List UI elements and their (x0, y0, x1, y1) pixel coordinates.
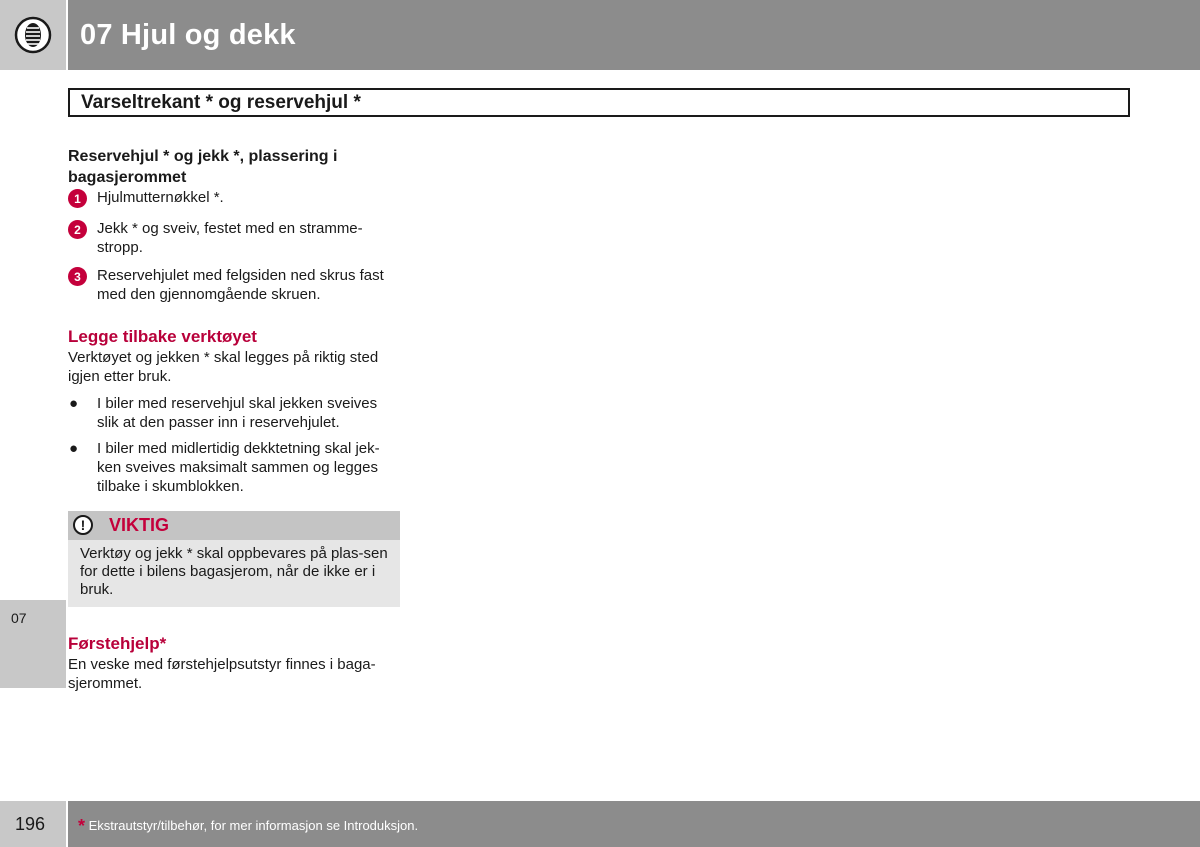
list-item (68, 439, 402, 496)
left-margin-column (0, 0, 66, 847)
bullet-icon: ● (69, 440, 79, 457)
bullet-text: I biler med midlertidig dekktetning skal jek-ken sveives maksimalt sammen og legges tilbake i skumblokken. (97, 440, 380, 495)
page-number: 196 (15, 814, 46, 834)
chapter-title: 07 Hjul og dekk (80, 19, 296, 51)
spare-wheel-heading: Reservehjul * og jekk *, plassering i bagasjerommet (68, 148, 338, 186)
number-badge: 2 (68, 220, 87, 239)
tools-intro: Verktøyet og jekken * skal legges på riktig sted igjen etter bruk. (68, 349, 379, 385)
tools-bullet-list (68, 394, 402, 496)
section-title: Varseltrekant * og reservehjul * (81, 92, 361, 113)
tools-heading: Legge tilbake verktøyet (68, 327, 257, 346)
list-item-text: Jekk * og sveiv, festet med en stramme-stropp. (97, 220, 363, 256)
first-aid-heading: Førstehjelp* (68, 634, 167, 653)
section-title-box (68, 88, 1130, 117)
list-item (68, 394, 402, 432)
asterisk-marker: * (78, 816, 86, 836)
list-item (68, 188, 402, 207)
number-badge: 1 (68, 189, 87, 208)
chapter-icon-box (0, 0, 66, 70)
footnote (78, 816, 418, 837)
first-aid-text: En veske med førstehjelpsutstyr finnes i baga-sjerommet. (68, 656, 376, 692)
warning-box (68, 511, 400, 607)
list-item (68, 219, 402, 257)
number-badge: 3 (68, 267, 87, 286)
footnote-text: Ekstrautstyr/tilbehør, for mer informasjon se Introduksjon. (88, 818, 419, 833)
bullet-icon: ● (69, 395, 79, 412)
page-number-box (0, 801, 66, 847)
list-item (68, 266, 402, 304)
warning-header (68, 511, 400, 540)
content-column (68, 146, 402, 693)
list-item-text: Reservehjulet med felgsiden ned skrus fast med den gjennomgående skruen. (97, 267, 384, 303)
chapter-header (68, 0, 1200, 70)
footer-bar (68, 801, 1200, 847)
exclamation-icon: ! (73, 515, 93, 535)
tire-icon (14, 16, 52, 54)
spare-wheel-list (68, 188, 402, 304)
warning-text: Verktøy og jekk * skal oppbevares på plas-sen for dette i bilens bagasjerom, når de ikke er i bruk. (80, 545, 388, 598)
warning-label: VIKTIG (109, 515, 170, 535)
list-item-text: Hjulmutternøkkel *. (97, 189, 224, 206)
chapter-side-tab (0, 600, 66, 688)
side-tab-label: 07 (11, 610, 27, 626)
bullet-text: I biler med reservehjul skal jekken sveives slik at den passer inn i reservehjulet. (97, 395, 378, 431)
